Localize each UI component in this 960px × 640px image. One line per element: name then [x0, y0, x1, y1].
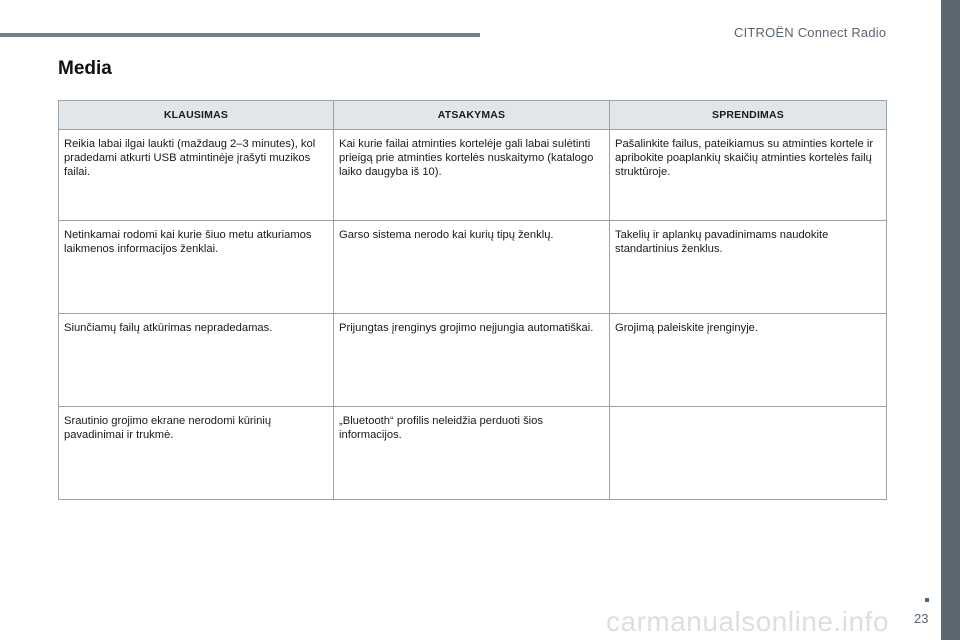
table-row [59, 130, 887, 221]
table-cell-answer: Kai kurie failai atminties kortelėje gali labai sulėtinti prieigą prie atminties kortelės nuskaitymo (katalogo laiko daugyba iš 10). [334, 130, 610, 221]
watermark: carmanualsonline.info [606, 606, 889, 637]
section-title: Media [58, 58, 112, 79]
table-cell-solution [610, 407, 887, 500]
brand-title: CITROËN Connect Radio [734, 25, 887, 40]
table-cell-question: Reikia labai ilgai laukti (maždaug 2–3 minutes), kol pradedami atkurti USB atmintinėje įrašyti muzikos failai. [59, 130, 334, 221]
table-row [59, 221, 887, 314]
table-cell-answer: „Bluetooth“ profilis neleidžia perduoti šios informacijos. [334, 407, 610, 500]
header-rule [0, 33, 480, 37]
table-header-row [59, 101, 887, 130]
table-cell-solution: Grojimą paleiskite įrenginyje. [610, 314, 887, 407]
table-cell-answer: Garso sistema nerodo kai kurių tipų ženklų. [334, 221, 610, 314]
table-cell-question: Netinkamai rodomi kai kurie šiuo metu atkuriamos laikmenos informacijos ženklai. [59, 221, 334, 314]
table-cell-answer: Prijungtas įrenginys grojimo neįjungia automatiškai. [334, 314, 610, 407]
troubleshooting-table [58, 100, 887, 500]
column-header-question: KLAUSIMAS [59, 101, 334, 130]
page-number: 23 [914, 611, 929, 626]
column-header-answer: ATSAKYMAS [334, 101, 610, 130]
table-cell-solution: Takelių ir aplankų pavadinimams naudokite standartinius ženklus. [610, 221, 887, 314]
page-marker [925, 598, 929, 602]
table-cell-question: Srautinio grojimo ekrane nerodomi kūrinių pavadinimai ir trukmė. [59, 407, 334, 500]
table-cell-question: Siunčiamų failų atkūrimas nepradedamas. [59, 314, 334, 407]
table-row [59, 407, 887, 500]
table-cell-solution: Pašalinkite failus, pateikiamus su atminties kortele ir apribokite poaplankių skaičių atminties kortelės failų struktūroje. [610, 130, 887, 221]
table-row [59, 314, 887, 407]
column-header-solution: SPRENDIMAS [610, 101, 887, 130]
side-band [941, 0, 960, 640]
